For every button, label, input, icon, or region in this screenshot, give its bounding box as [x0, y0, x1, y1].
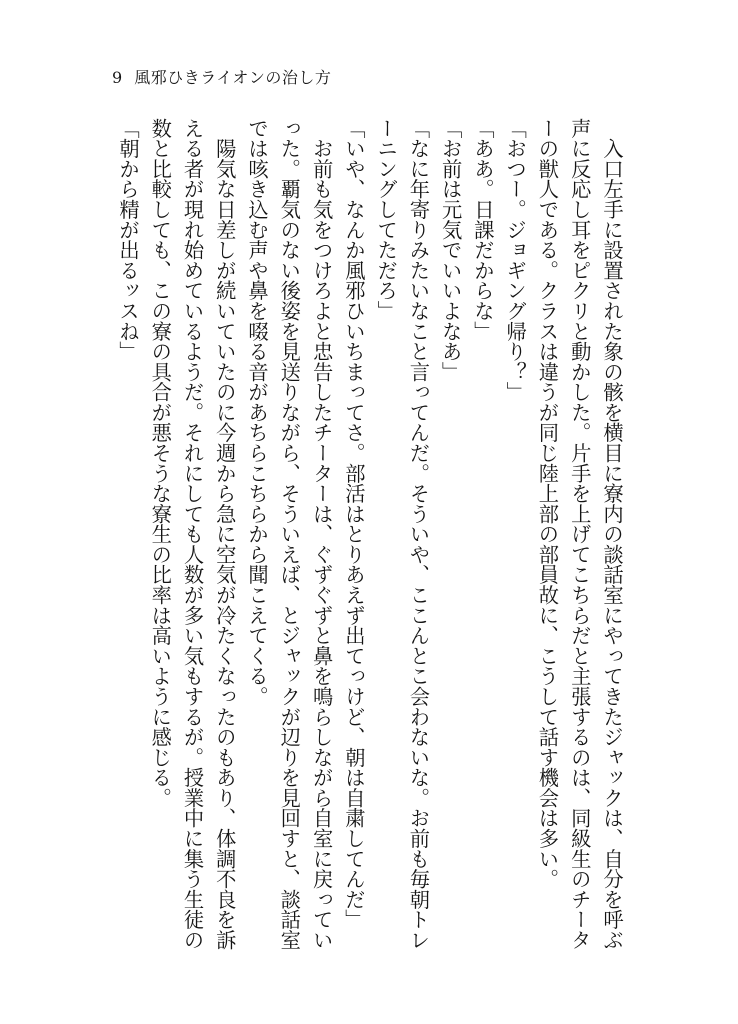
text-line: 陽気な日差しが続いていたのに今週から急に空気が冷たくなったのもあり、体調不良を訴: [212, 118, 237, 950]
vertical-body-text: [114, 118, 626, 963]
chapter-title: 風邪ひきライオンの治し方: [134, 68, 332, 87]
text-line: 「なに年寄りみたいなこと言ってんだ。そういや、ここんとこ会わないな。お前も毎朝トレ: [406, 118, 431, 950]
text-line: える者が現れ始めているようだ。それにしても人数が多い気もするが。授業中に集う生徒の: [180, 118, 205, 950]
text-line: 「おつー。ジョギング帰り？」: [503, 118, 528, 403]
text-line: った。覇気のない後姿を見送りながら、そういえば、とジャックが辺りを見回すと、談話室: [277, 118, 302, 950]
running-header: [112, 68, 331, 88]
text-line: 「ああ。日課だからな」: [470, 118, 495, 342]
text-line: では咳き込む声や鼻を啜る音があちらこちらから聞こえてくる。: [245, 118, 270, 707]
text-line: 「朝から精が出るッスね」: [116, 118, 140, 362]
text-line: 「いや、なんか風邪ひいちまってさ。部活はとりあえず出てっけど、朝は自粛してんだ」: [341, 118, 366, 930]
text-line: 入口左手に設置された象の骸を横目に寮内の談話室にやってきたジャックは、自分を呼ぶ: [599, 118, 624, 950]
text-line: 数と比較しても、この寮の具合が悪そうな寮生の比率は高いように感じる。: [148, 118, 173, 808]
text-line: 声に反応し耳をピクリと動かした。片手を上げてこちらだと主張するのは、同級生のチータ: [567, 118, 592, 950]
text-line: ーニングしてただろ」: [374, 118, 399, 321]
text-line: ーの獣人である。クラスは違うが同じ陸上部の部員故に、こうして話す機会は多い。: [535, 118, 560, 890]
page-number: 9: [112, 68, 123, 87]
text-line: 「お前は元気でいいよなあ」: [438, 118, 463, 382]
text-line: お前も気をつけろよと忠告したチーターは、ぐずぐずと鼻を鳴らしながら自室に戻ってい: [309, 118, 334, 950]
